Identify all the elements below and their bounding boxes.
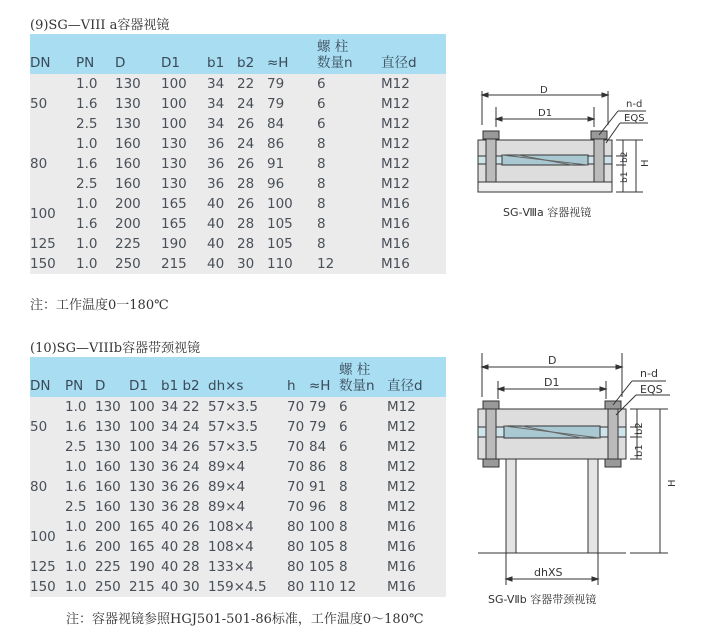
table-cell: 160 xyxy=(115,174,161,194)
table-cell: 40 xyxy=(207,234,237,254)
table-cell: 8 xyxy=(317,154,381,174)
table-cell: 28 xyxy=(237,234,267,254)
table-cell: 250 xyxy=(115,254,161,274)
table-cell: M16 xyxy=(381,234,446,254)
table-cell: 130 xyxy=(129,457,161,477)
dim-label-d1: D1 xyxy=(544,376,560,389)
table-cell: M12 xyxy=(381,74,446,94)
col-header-bolt-diameter: 直径d xyxy=(381,34,446,74)
table-cell: 8 xyxy=(339,457,387,477)
dim-label-b1: b1 xyxy=(634,444,645,457)
table-cell: M12 xyxy=(381,174,446,194)
table-row xyxy=(30,194,446,214)
figure-sight-glass-sg8a xyxy=(468,85,673,230)
table-cell: 26 xyxy=(237,114,267,134)
table-cell: 1.6 xyxy=(76,94,115,114)
label-nd: n-d xyxy=(640,367,658,380)
table-cell: 215 xyxy=(129,577,161,597)
table-cell: 96 xyxy=(267,174,317,194)
col-header-bolt-diameter: 直径d xyxy=(387,357,446,397)
table-cell: M12 xyxy=(387,457,446,477)
col-header-bolt-count: 螺 柱 数量n xyxy=(339,357,387,397)
table-cell: 165 xyxy=(129,517,161,537)
table-cell: 57×3.5 xyxy=(208,397,287,417)
table-cell: 40 xyxy=(207,194,237,214)
table-cell: 8 xyxy=(339,537,387,557)
table-cell: 70 xyxy=(287,437,309,457)
section2-note: 注：容器视镜参照HGJ501-501-86标准，工作温度0～180℃ xyxy=(66,612,424,627)
table-cell: 1.6 xyxy=(65,477,95,497)
table-cell: 1.0 xyxy=(76,194,115,214)
table-cell: M12 xyxy=(387,397,446,417)
table-cell: 1.0 xyxy=(65,457,95,477)
table-cell: 57×3.5 xyxy=(208,437,287,457)
dim-label-d: D xyxy=(540,85,548,96)
label-eqs: EQS xyxy=(624,113,645,124)
table-cell: 130 xyxy=(129,497,161,517)
table-cell: 200 xyxy=(115,194,161,214)
table-cell: 8 xyxy=(317,174,381,194)
table-row xyxy=(30,457,446,477)
col-header-h: ≈H xyxy=(267,34,317,74)
cell-dn: 125 xyxy=(30,557,65,577)
table-cell: 8 xyxy=(339,497,387,517)
table-cell: 70 xyxy=(287,417,309,437)
table-cell: 8 xyxy=(317,194,381,214)
table-cell: 6 xyxy=(339,397,387,417)
table-cell: 34 26 xyxy=(161,437,208,457)
table-cell: 6 xyxy=(317,94,381,114)
col-header-h: ≈H xyxy=(309,357,339,397)
table-cell: 105 xyxy=(267,234,317,254)
table-cell: 130 xyxy=(95,397,129,417)
table-cell: 100 xyxy=(161,114,207,134)
table-cell: 6 xyxy=(339,437,387,457)
table-cell: 1.0 xyxy=(76,134,115,154)
table-cell: 225 xyxy=(95,557,129,577)
table-row xyxy=(30,537,446,557)
table-cell: 8 xyxy=(339,477,387,497)
table-cell: 200 xyxy=(95,517,129,537)
table-cell: M12 xyxy=(381,94,446,114)
table-cell: 6 xyxy=(339,417,387,437)
table-cell: 36 xyxy=(207,154,237,174)
table-cell: 130 xyxy=(161,154,207,174)
table-cell: 1.6 xyxy=(76,214,115,234)
table-cell: 89×4 xyxy=(208,457,287,477)
table-cell: 40 30 xyxy=(161,577,208,597)
dim-label-h: H xyxy=(667,479,678,487)
table-cell: 79 xyxy=(267,74,317,94)
table-cell: 70 xyxy=(287,457,309,477)
table-header-row xyxy=(30,34,446,74)
table-cell: 30 xyxy=(237,254,267,274)
table-cell: 105 xyxy=(267,214,317,234)
table-row xyxy=(30,174,446,194)
table-cell: 96 xyxy=(309,497,339,517)
dim-label-d: D xyxy=(548,354,557,367)
table-cell: 26 xyxy=(237,154,267,174)
table-row xyxy=(30,234,446,254)
table-cell: 70 xyxy=(287,477,309,497)
table-cell: 80 xyxy=(287,517,309,537)
table-cell: M12 xyxy=(387,417,446,437)
table-cell: M12 xyxy=(387,497,446,517)
col-header-b2: b2 xyxy=(237,34,267,74)
col-header-b1: b1 xyxy=(207,34,237,74)
table-cell: 130 xyxy=(115,94,161,114)
table-cell: 1.0 xyxy=(65,557,95,577)
cell-dn: 150 xyxy=(30,254,76,274)
spec-table-sg8b xyxy=(30,357,446,597)
table-cell: 79 xyxy=(309,397,339,417)
table-cell: 1.6 xyxy=(65,537,95,557)
table-cell: M16 xyxy=(387,577,446,597)
table-cell: M12 xyxy=(381,154,446,174)
dim-label-h: H xyxy=(640,159,651,167)
cell-dn: 125 xyxy=(30,234,76,254)
table-cell: 190 xyxy=(161,234,207,254)
table-cell: 1.0 xyxy=(65,517,95,537)
cell-dn: 50 xyxy=(30,74,76,134)
figure2-caption: SG-VⅡb 容器带颈视镜 xyxy=(488,593,597,606)
table-cell: 57×3.5 xyxy=(208,417,287,437)
table-row xyxy=(30,134,446,154)
table-cell: 1.6 xyxy=(65,417,95,437)
table-cell: 108×4 xyxy=(208,517,287,537)
table-cell: M16 xyxy=(381,254,446,274)
table-cell: 160 xyxy=(95,457,129,477)
table-cell: 84 xyxy=(267,114,317,134)
table-cell: 34 24 xyxy=(161,417,208,437)
table-cell: 2.5 xyxy=(76,174,115,194)
figure-sight-glass-sg8b-neck xyxy=(470,345,685,613)
table-cell: 70 xyxy=(287,397,309,417)
col-header-d1: D1 xyxy=(129,357,161,397)
table-cell: 160 xyxy=(95,477,129,497)
table-cell: 2.5 xyxy=(65,497,95,517)
table-cell: 36 28 xyxy=(161,497,208,517)
table-row xyxy=(30,154,446,174)
col-header-d: D xyxy=(115,34,161,74)
cell-dn: 80 xyxy=(30,457,65,517)
table-cell: 12 xyxy=(339,577,387,597)
table-row xyxy=(30,557,446,577)
table-cell: 1.0 xyxy=(76,254,115,274)
table-cell: 159×4.5 xyxy=(208,577,287,597)
table-cell: 110 xyxy=(309,577,339,597)
table-cell: 79 xyxy=(309,417,339,437)
table-cell: 24 xyxy=(237,94,267,114)
table-cell: 200 xyxy=(115,214,161,234)
table-cell: 100 xyxy=(267,194,317,214)
table-row xyxy=(30,74,446,94)
table-cell: 130 xyxy=(95,437,129,457)
table-row xyxy=(30,437,446,457)
table-cell: 105 xyxy=(309,537,339,557)
col-header-dn: DN xyxy=(30,34,76,74)
col-header-d: D xyxy=(95,357,129,397)
col-header-neck-h: h xyxy=(287,357,309,397)
table-cell: M16 xyxy=(381,214,446,234)
dim-label-b2: b2 xyxy=(634,422,645,435)
table-row xyxy=(30,497,446,517)
table-cell: 8 xyxy=(317,234,381,254)
label-nd: n-d xyxy=(626,99,643,110)
table-cell: 130 xyxy=(129,477,161,497)
table-cell: M12 xyxy=(381,114,446,134)
table-cell: 80 xyxy=(287,557,309,577)
table-cell: 89×4 xyxy=(208,497,287,517)
cell-dn: 150 xyxy=(30,577,65,597)
col-header-pn: PN xyxy=(76,34,115,74)
table-cell: 100 xyxy=(161,94,207,114)
table-cell: 110 xyxy=(267,254,317,274)
section2-caption: (10)SG—VIIIb容器带颈视镜 xyxy=(30,341,201,356)
table-cell: 1.0 xyxy=(76,234,115,254)
table-cell: 86 xyxy=(309,457,339,477)
table-cell: M12 xyxy=(381,134,446,154)
table-cell: 215 xyxy=(161,254,207,274)
table-row xyxy=(30,397,446,417)
table-cell: 190 xyxy=(129,557,161,577)
table-cell: 160 xyxy=(95,497,129,517)
table-cell: 2.5 xyxy=(65,437,95,457)
table-cell: 8 xyxy=(339,557,387,577)
table-cell: M16 xyxy=(387,517,446,537)
table-cell: 91 xyxy=(267,154,317,174)
table-cell: 36 26 xyxy=(161,477,208,497)
table-row xyxy=(30,517,446,537)
table-cell: 100 xyxy=(129,397,161,417)
table-cell: 26 xyxy=(237,194,267,214)
table-cell: 70 xyxy=(287,497,309,517)
table-row xyxy=(30,114,446,134)
table-cell: 100 xyxy=(129,437,161,457)
table-cell: 34 xyxy=(207,114,237,134)
table-cell: 133×4 xyxy=(208,557,287,577)
col-header-d1: D1 xyxy=(161,34,207,74)
table-cell: 130 xyxy=(161,134,207,154)
table-cell: 84 xyxy=(309,437,339,457)
dim-label-dhxs: dhXS xyxy=(534,566,563,579)
table-row xyxy=(30,477,446,497)
cell-dn: 80 xyxy=(30,134,76,194)
cell-dn: 50 xyxy=(30,397,65,457)
col-header-pn: PN xyxy=(65,357,95,397)
table-cell: 105 xyxy=(309,557,339,577)
table-cell: 165 xyxy=(129,537,161,557)
table-cell: 1.6 xyxy=(76,154,115,174)
table-cell: 40 26 xyxy=(161,517,208,537)
table-cell: 79 xyxy=(267,94,317,114)
table-row xyxy=(30,254,446,274)
table-row xyxy=(30,94,446,114)
table-cell: 34 xyxy=(207,94,237,114)
table-cell: 160 xyxy=(115,134,161,154)
table-cell: 28 xyxy=(237,214,267,234)
table-cell: M12 xyxy=(387,437,446,457)
table-cell: 1.0 xyxy=(76,74,115,94)
table-cell: M16 xyxy=(387,557,446,577)
col-header-dn: DN xyxy=(30,357,65,397)
table-cell: 130 xyxy=(161,174,207,194)
col-header-bolt-count: 螺 柱 数量n xyxy=(317,34,381,74)
table-cell: M16 xyxy=(387,537,446,557)
table-header-row xyxy=(30,357,446,397)
table-cell: 130 xyxy=(115,74,161,94)
table-cell: 250 xyxy=(95,577,129,597)
table-cell: 40 xyxy=(207,214,237,234)
table-cell: 80 xyxy=(287,537,309,557)
table-cell: 8 xyxy=(339,517,387,537)
dim-label-b1: b1 xyxy=(620,171,630,183)
table-cell: 86 xyxy=(267,134,317,154)
table-cell: M12 xyxy=(387,477,446,497)
label-eqs: EQS xyxy=(640,383,663,396)
table-cell: 36 xyxy=(207,174,237,194)
dim-label-b2: b2 xyxy=(620,151,630,163)
table-cell: 12 xyxy=(317,254,381,274)
cell-dn: 100 xyxy=(30,194,76,234)
table-cell: 24 xyxy=(237,134,267,154)
table-cell: 225 xyxy=(115,234,161,254)
table-cell: 28 xyxy=(237,174,267,194)
table-cell: 40 28 xyxy=(161,537,208,557)
table-cell: 36 24 xyxy=(161,457,208,477)
table-cell: 165 xyxy=(161,194,207,214)
col-header-b1b2: b1 b2 xyxy=(161,357,208,397)
table-cell: 80 xyxy=(287,577,309,597)
table-cell: 91 xyxy=(309,477,339,497)
col-header-dhxs: dh×s xyxy=(208,357,287,397)
table-cell: M16 xyxy=(381,194,446,214)
table-row xyxy=(30,214,446,234)
table-row xyxy=(30,577,446,597)
figure1-caption: SG-Ⅷa 容器视镜 xyxy=(503,206,592,219)
spec-table-sg8a xyxy=(30,34,446,274)
cell-dn: 100 xyxy=(30,517,65,557)
table-cell: 108×4 xyxy=(208,537,287,557)
table-cell: 2.5 xyxy=(76,114,115,134)
table-cell: 34 xyxy=(207,74,237,94)
table-cell: 8 xyxy=(317,134,381,154)
table-cell: 6 xyxy=(317,74,381,94)
table-cell: 100 xyxy=(309,517,339,537)
table-cell: 130 xyxy=(95,417,129,437)
table-cell: 8 xyxy=(317,214,381,234)
table-cell: 40 xyxy=(207,254,237,274)
table-cell: 36 xyxy=(207,134,237,154)
table-row xyxy=(30,417,446,437)
table-cell: 100 xyxy=(161,74,207,94)
table-cell: 130 xyxy=(115,114,161,134)
section1-note: 注：工作温度0一180℃ xyxy=(30,298,169,313)
section1-caption: (9)SG—VIII a容器视镜 xyxy=(30,18,170,33)
table-cell: 1.0 xyxy=(65,397,95,417)
table-cell: 34 22 xyxy=(161,397,208,417)
table-cell: 200 xyxy=(95,537,129,557)
table-cell: 22 xyxy=(237,74,267,94)
table-cell: 40 28 xyxy=(161,557,208,577)
table-cell: 89×4 xyxy=(208,477,287,497)
table-cell: 6 xyxy=(317,114,381,134)
table-cell: 1.0 xyxy=(65,577,95,597)
table-cell: 165 xyxy=(161,214,207,234)
table-cell: 160 xyxy=(115,154,161,174)
dim-label-d1: D1 xyxy=(538,108,553,119)
table-cell: 100 xyxy=(129,417,161,437)
